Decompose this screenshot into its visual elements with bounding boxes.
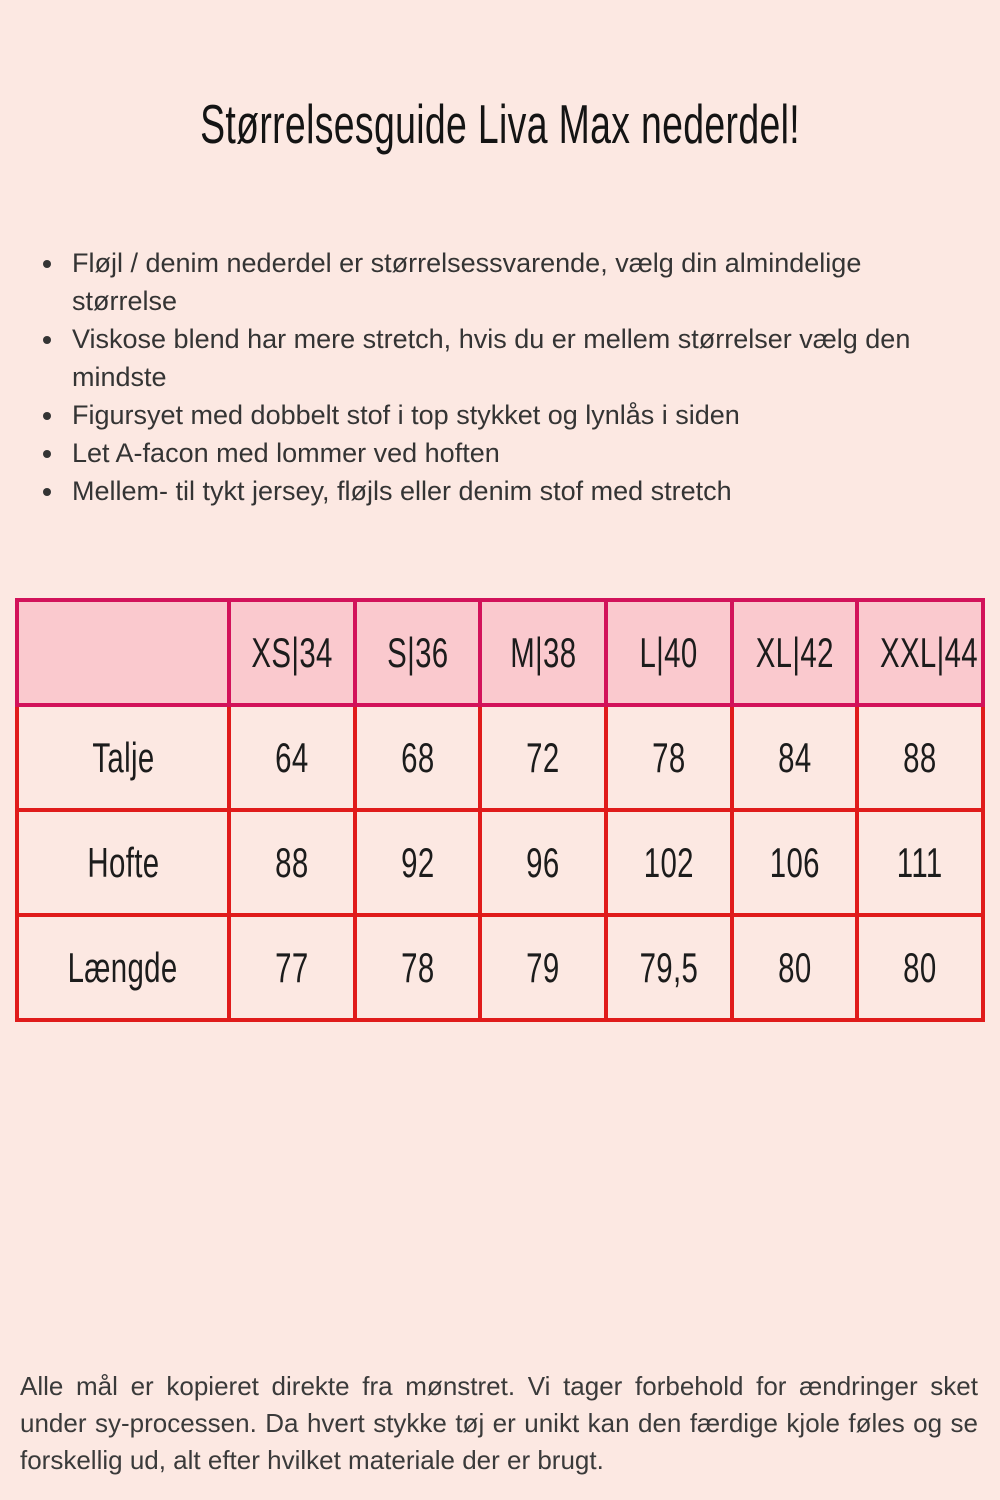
value-cell: 79,5 xyxy=(606,915,732,1020)
table-row-hofte xyxy=(17,810,983,915)
size-column-header: L|40 xyxy=(606,600,732,705)
row-label-cell: Talje xyxy=(17,705,229,810)
value-cell: 92 xyxy=(355,810,481,915)
size-table xyxy=(15,598,985,1022)
row-label-cell: Hofte xyxy=(17,810,229,915)
page-title xyxy=(0,94,1000,155)
size-column-header: XS|34 xyxy=(229,600,355,705)
value-cell: 68 xyxy=(355,705,481,810)
bullet-item: • Mellem- til tykt jersey, fløjls eller denim stof med stretch xyxy=(66,472,962,510)
value-cell: 79 xyxy=(480,915,606,1020)
value-cell: 88 xyxy=(857,705,983,810)
bullet-item: • Figursyet med dobbelt stof i top stykket og lynlås i siden xyxy=(66,396,962,434)
value-cell: 96 xyxy=(480,810,606,915)
bullet-item: • Fløjl / denim nederdel er størrelsessvarende, vælg din almindelige størrelse xyxy=(66,244,962,320)
corner-cell xyxy=(17,600,229,705)
value-cell: 80 xyxy=(857,915,983,1020)
row-label-cell: Længde xyxy=(17,915,229,1020)
value-cell: 106 xyxy=(732,810,858,915)
size-column-header: M|38 xyxy=(480,600,606,705)
value-cell: 111 xyxy=(857,810,983,915)
disclaimer-text: Alle mål er kopieret direkte fra mønstret. Vi tager forbehold for ændringer sket under sy-processen. Da hvert stykke tøj er unikt kan den færdige kjole føles og se forskellig ud, alt efter hvilket materiale der er brugt. xyxy=(20,1371,978,1475)
value-cell: 88 xyxy=(229,810,355,915)
value-cell: 84 xyxy=(732,705,858,810)
table-row-laengde xyxy=(17,915,983,1020)
value-cell: 72 xyxy=(480,705,606,810)
size-table-header-row xyxy=(17,600,983,705)
value-cell: 102 xyxy=(606,810,732,915)
info-bullet-list xyxy=(30,244,962,510)
bullet-item: • Viskose blend har mere stretch, hvis du er mellem størrelser vælg den mindste xyxy=(66,320,962,396)
size-column-header: S|36 xyxy=(355,600,481,705)
value-cell: 78 xyxy=(355,915,481,1020)
page-title-text: Størrelsesguide Liva Max nederdel! xyxy=(200,93,800,155)
bullet-list xyxy=(30,244,962,510)
bullet-item: • Let A-facon med lommer ved hoften xyxy=(66,434,962,472)
size-column-header: XL|42 xyxy=(732,600,858,705)
value-cell: 80 xyxy=(732,915,858,1020)
table-row-talje xyxy=(17,705,983,810)
value-cell: 64 xyxy=(229,705,355,810)
size-column-header: XXL|44 xyxy=(857,600,983,705)
value-cell: 78 xyxy=(606,705,732,810)
value-cell: 77 xyxy=(229,915,355,1020)
